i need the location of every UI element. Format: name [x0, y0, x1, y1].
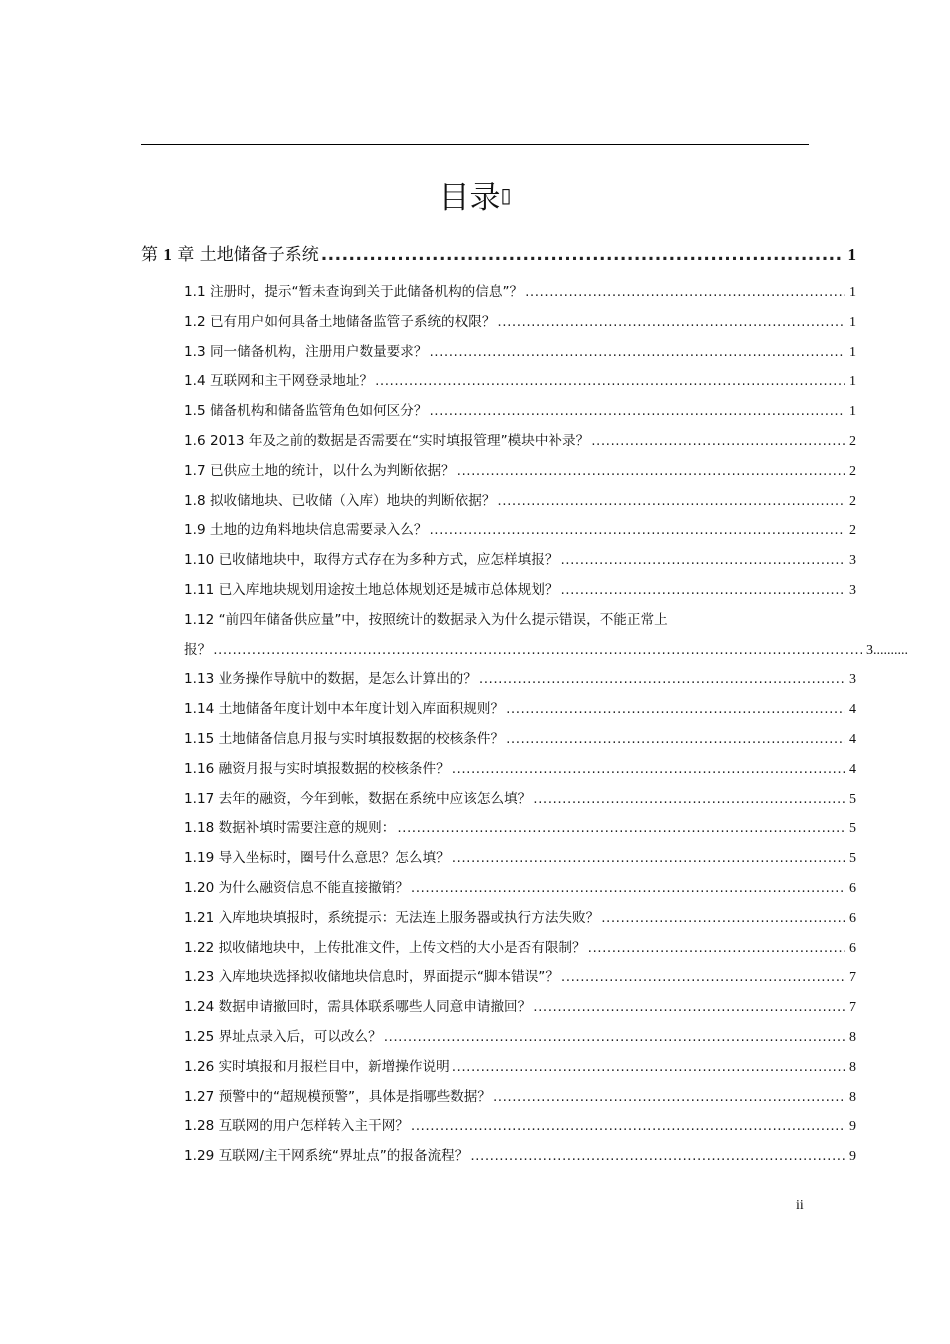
toc-entry[interactable] — [184, 757, 856, 778]
leader-dots — [375, 373, 845, 389]
toc-entry-page: 3.......... — [866, 642, 908, 658]
toc-entry-page: 4 — [849, 702, 856, 718]
toc-entry-label: 1.3 同一储备机构，注册用户数量要求？ — [184, 343, 428, 360]
leader-dots — [213, 642, 862, 658]
leader-dots — [457, 463, 845, 479]
toc-entry-page: 6 — [849, 881, 856, 896]
toc-entry[interactable] — [184, 369, 856, 390]
leader-dots — [560, 582, 845, 598]
leader-dots — [533, 999, 845, 1015]
toc-entry-page: 6 — [849, 940, 856, 956]
page-number: ii — [796, 1198, 804, 1213]
toc-entry-page: 3 — [849, 553, 856, 569]
toc-entry-label: 1.21 入库地块填报时，系统提示：无法连上服务器或执行方法失败？ — [184, 909, 600, 926]
toc-entry[interactable] — [184, 936, 856, 957]
toc-entry[interactable] — [184, 518, 856, 539]
toc-entry-label: 1.28 互联网的用户怎样转入主干网？ — [184, 1118, 409, 1135]
leader-dots — [411, 880, 845, 896]
toc-entry-label: 1.15 土地储备信息月报与实时填报数据的校核条件？ — [184, 731, 505, 747]
toc-entry-page: 1 — [849, 344, 856, 360]
toc-entry-label: 1.4 互联网和主干网登录地址？ — [184, 373, 374, 390]
toc-entry[interactable] — [184, 816, 856, 837]
leader-dots — [397, 820, 845, 836]
toc-entry-label: 1.10 已收储地块中，取得方式存在为多种方式，应怎样填报？ — [184, 552, 559, 569]
leader-dots — [506, 701, 845, 717]
toc-entry[interactable] — [184, 459, 856, 480]
toc-entry[interactable] — [184, 548, 856, 569]
leader-dots — [452, 1059, 845, 1075]
leader-dots — [429, 344, 845, 360]
toc-entry[interactable] — [184, 1144, 856, 1165]
toc-entry-label: 1.13 业务操作导航中的数据，是怎么计算出的？ — [184, 671, 477, 688]
toc-entry-page: 3 — [849, 583, 856, 598]
toc-entry[interactable] — [184, 1055, 856, 1076]
toc-entry-page: 7 — [849, 1000, 856, 1016]
leader-dots — [429, 522, 845, 538]
leader-dots — [533, 791, 845, 807]
toc-entry-label: 1.5 储备机构和储备监管角色如何区分？ — [184, 403, 428, 420]
toc-entry-label: 1.18 数据补填时需要注意的规则： — [184, 820, 396, 837]
toc-entry[interactable] — [184, 638, 908, 659]
page-title: 目录▯ — [438, 180, 512, 216]
toc-entry-label: 1.17 去年的融资，今年到帐，数据在系统中应该怎么填？ — [184, 790, 532, 807]
toc-entry[interactable] — [184, 667, 856, 688]
toc-entry-page: 7 — [849, 970, 856, 986]
leader-dots — [452, 761, 845, 777]
toc-entry-label: 1.1 注册时，提示“暂未查询到关于此储备机构的信息”？ — [184, 284, 524, 300]
toc-entry[interactable] — [184, 727, 856, 748]
leader-dots — [588, 940, 845, 956]
toc-entry[interactable] — [184, 399, 856, 420]
toc-entry-label: 1.24 数据申请撤回时，需具体联系哪些人同意申请撤回？ — [184, 999, 532, 1016]
toc-entry-label: 1.14 土地储备年度计划中本年度计划入库面积规则？ — [184, 701, 505, 718]
leader-dots — [411, 1118, 845, 1134]
leader-dots — [497, 314, 845, 330]
toc-entry-page: 5 — [849, 791, 856, 807]
chapter-label: 第 1 章 土地储备子系统 — [141, 245, 319, 265]
toc-entry-label: 1.23 入库地块选择拟收储地块信息时，界面提示“脚本错误”？ — [184, 969, 559, 986]
toc-entry-label: 1.27 预警中的“超规模预警”，具体是指哪些数据？ — [184, 1088, 491, 1105]
toc-entry-page: 3 — [849, 672, 856, 688]
toc-entry-label: 1.2 已有用户如何具备土地储备监管子系统的权限？ — [184, 313, 496, 330]
toc-entry-page: 9 — [849, 1149, 856, 1165]
toc-entry-page: 9 — [849, 1119, 856, 1135]
toc-entry-line1[interactable]: 1.12 “前四年储备供应量”中，按照统计的数据录入为什么提示错误，不能正常上 — [184, 611, 668, 628]
toc-entry-page: 1 — [849, 285, 856, 300]
toc-entry-page: 1 — [849, 404, 856, 420]
toc-entry-page: 1 — [849, 314, 856, 330]
leader-dots — [525, 284, 845, 300]
toc-entry[interactable] — [184, 787, 856, 808]
toc-entry-label: 1.25 界址点录入后，可以改么？ — [184, 1029, 382, 1045]
toc-entry[interactable] — [184, 489, 856, 510]
toc-entry[interactable] — [184, 1025, 856, 1046]
leader-dots — [506, 731, 845, 747]
toc-entry[interactable] — [184, 280, 856, 301]
chapter-page: 1 — [847, 245, 856, 264]
toc-entry-page: 5 — [849, 821, 856, 837]
toc-entry-page: 4 — [849, 761, 856, 777]
toc-entry-page: 1 — [849, 374, 856, 390]
toc-entry-page: 8 — [849, 1089, 856, 1105]
toc-entry[interactable] — [184, 340, 856, 361]
toc-entry-page: 2 — [849, 463, 856, 479]
toc-entry-label: 1.11 已入库地块规划用途按土地总体规划还是城市总体规划？ — [184, 582, 559, 598]
toc-entry[interactable] — [184, 429, 856, 450]
leader-dots — [560, 552, 845, 568]
toc-entry-label: 1.6 2013 年及之前的数据是否需要在“实时填报管理”模块中补录？ — [184, 433, 590, 449]
toc-entry-page: 2 — [849, 493, 856, 509]
toc-entry-label: 1.7 已供应土地的统计，以什么为判断依据？ — [184, 462, 455, 479]
toc-entry-label: 1.26 实时填报和月报栏目中，新增操作说明 — [184, 1058, 450, 1075]
toc-entry[interactable] — [184, 1085, 856, 1106]
toc-entry[interactable] — [184, 310, 856, 331]
toc-entry-page: 8 — [849, 1030, 856, 1045]
toc-entry-label: 报？ — [184, 641, 212, 658]
leader-dots — [601, 910, 845, 926]
leader-dots — [429, 403, 845, 419]
toc-entry-page: 5 — [849, 851, 856, 867]
toc-entry-label: 1.20 为什么融资信息不能直接撤销？ — [184, 880, 409, 896]
leader-dots — [493, 1089, 845, 1105]
leader-dots — [591, 433, 845, 449]
leader-dots — [479, 671, 845, 687]
toc-entry[interactable] — [184, 697, 856, 718]
toc-entry[interactable] — [184, 995, 856, 1016]
toc-entry[interactable] — [184, 965, 856, 986]
toc-entry-page: 2 — [849, 434, 856, 449]
toc-entry[interactable] — [184, 1114, 856, 1135]
leader-dots — [561, 969, 845, 985]
toc-entry-page: 6 — [849, 910, 856, 926]
toc-entry-page: 2 — [849, 523, 856, 539]
toc-entry[interactable] — [184, 906, 856, 927]
leader-dots — [452, 850, 845, 866]
toc-entry-label: 1.29 互联网/主干网系统“界址点”的报备流程？ — [184, 1148, 469, 1165]
toc-entry[interactable] — [184, 846, 856, 867]
toc-entry-label: 1.22 拟收储地块中，上传批准文件，上传文档的大小是否有限制？ — [184, 939, 586, 956]
toc-entry-page: 8 — [849, 1059, 856, 1075]
toc-entry-label: 1.16 融资月报与实时填报数据的校核条件？ — [184, 760, 450, 777]
leader-dots — [497, 493, 845, 509]
toc-entry-label: 1.9 土地的边角料地块信息需要录入么？ — [184, 522, 428, 539]
toc-entry[interactable] — [184, 578, 856, 599]
toc-entry-page: 4 — [849, 732, 856, 747]
toc-entry[interactable] — [184, 876, 856, 897]
leader-dots — [470, 1148, 845, 1164]
leader-dots — [384, 1029, 845, 1045]
toc-entry-label: 1.19 导入坐标时，圈号什么意思？怎么填？ — [184, 850, 450, 867]
toc-entry-label: 1.8 拟收储地块、已收储（入库）地块的判断依据？ — [184, 492, 496, 509]
